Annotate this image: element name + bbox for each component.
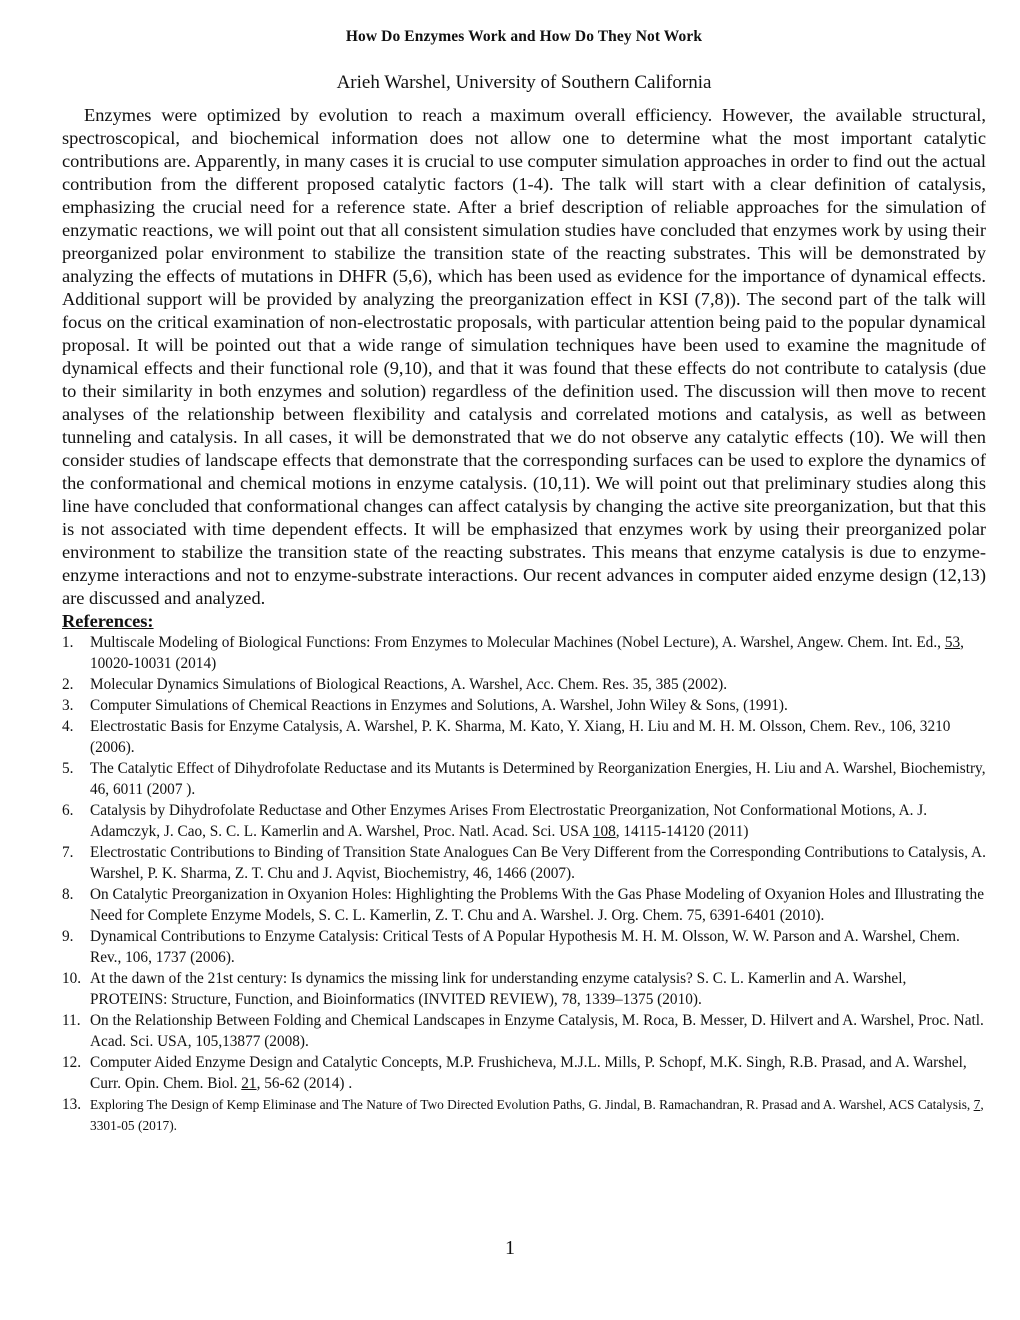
reference-text: Electrostatic Basis for Enzyme Catalysis, A. Warshel, P. K. Sharma, M. Kato, Y. Xiang, H. Liu and M. H. M. Olsson, Chem. Rev., 106, 3210 (2006). (90, 718, 951, 756)
reference-item (62, 884, 986, 926)
reference-text: Molecular Dynamics Simulations of Biological Reactions, A. Warshel, Acc. Chem. Res. 35, 385 (2002). (90, 676, 728, 693)
document-page (62, 20, 986, 1136)
reference-item (62, 1010, 986, 1052)
references-heading: References: (62, 611, 154, 631)
reference-number: 5. (62, 760, 74, 777)
reference-item (62, 758, 986, 800)
reference-text-end: , 10020-10031 (2014) (90, 634, 964, 672)
reference-number: 7. (62, 844, 74, 861)
reference-item (62, 632, 986, 674)
reference-volume: 21 (241, 1075, 257, 1092)
author-line: Arieh Warshel, University of Southern California (336, 72, 712, 93)
reference-number: 4. (62, 718, 74, 735)
reference-item (62, 674, 986, 695)
reference-text: On Catalytic Preorganization in Oxyanion Holes: Highlighting the Problems With the Gas Phase Modeling of Oxyanion Holes and Illustrating the Need for Complete Enzyme Models, S. C. L. Kamerlin, Z. T. Chu and A. Warshel. J. Org. Chem. 75, 6391-6401 (2010). (90, 886, 984, 924)
reference-text-end: , 14115-14120 (2011) (615, 823, 749, 840)
reference-item (62, 800, 986, 842)
reference-text: Computer Simulations of Chemical Reactions in Enzymes and Solutions, A. Warshel, John Wiley & Sons, (1991). (90, 697, 788, 714)
reference-item (62, 1052, 986, 1094)
reference-text: Multiscale Modeling of Biological Functions: From Enzymes to Molecular Machines (Nobel Lecture), A. Warshel, Angew. Chem. Int. Ed., (90, 634, 945, 651)
reference-text: Catalysis by Dihydrofolate Reductase and Other Enzymes Arises From Electrostatic Preorganization, Not Conformational Motions, A. J. Adamczyk, J. Cao, S. C. L. Kamerlin and A. Warshel, Proc. Natl. Acad. Sci. USA (90, 802, 928, 840)
reference-item (62, 1094, 986, 1136)
reference-text: Exploring The Design of Kemp Eliminase and The Nature of Two Directed Evolution Paths, G. Jindal, B. Ramachandran, R. Prasad and A. Warshel, ACS Catalysis, (90, 1097, 974, 1112)
page-number: 1 (505, 1237, 515, 1259)
abstract-paragraph: Enzymes were optimized by evolution to reach a maximum overall efficiency. However, the available structural, spectroscopical, and biochemical information does not allow one to determine what the most important catalytic contributions are. Apparently, in many cases it is crucial to use computer simulation approaches in order to find out the actual contribution from the different proposed catalytic factors (1-4). The talk will start with a clear definition of catalysis, emphasizing the crucial need for a reference state. After a brief description of reliable approaches for the simulation of enzymatic reactions, we will point out that all consistent simulation studies have concluded that enzymes work by using their preorganized polar environment to stabilize the transition state of the reacting substrates. This will be demonstrated by analyzing the effects of mutations in DHFR (5,6), which has been used as evidence for the importance of dynamical effects. Additional support will be provided by analyzing the preorganization effect in KSI (7,8)). The second part of the talk will focus on the critical examination of non-electrostatic proposals, with particular attention being paid to the popular dynamical proposal. It will be pointed out that a wide range of simulation techniques have been used to examine the magnitude of dynamical effects and their functional role (9,10), and that it was found that these effects do not contribute to catalysis (due to their similarity in both enzymes and solution) regardless of the definition used. The discussion will then move to recent analyses of the relationship between flexibility and catalysis and correlated motions and catalysis, as well as between tunneling and catalysis. In all cases, it will be demonstrated that we do not observe any catalytic effects (10). We will then consider studies of landscape effects that demonstrate that the corresponding surfaces can be used to explore the dynamics of the conformational and chemical motions in enzyme catalysis. (10,11). We will point out that preliminary studies along this line have concluded that conformational changes can affect catalysis by changing the active site preorganization, but that this is not associated with time dependent effects. It will be emphasized that enzymes work by using their preorganized polar environment to stabilize the transition state of the reacting substrates. This means that enzyme catalysis is due to enzyme-enzyme interactions and not to enzyme-substrate interactions. Our recent advances in computer aided enzyme design (12,13) are discussed and analyzed. (62, 105, 986, 608)
reference-volume: 108 (592, 823, 616, 840)
reference-text: Electrostatic Contributions to Binding of Transition State Analogues Can Be Very Different from the Corresponding Contributions to Catalysis, A. Warshel, P. K. Sharma, Z. T. Chu and J. Aqvist, Biochemistry, 46, 1466 (2007). (90, 844, 986, 882)
reference-number: 1. (62, 634, 74, 651)
reference-number: 10. (62, 970, 82, 987)
reference-text-end: , 3301-05 (2017). (90, 1097, 984, 1133)
reference-text: Dynamical Contributions to Enzyme Catalysis: Critical Tests of A Popular Hypothesis M. H. M. Olsson, W. W. Parson and A. Warshel, Chem. Rev., 106, 1737 (2006). (90, 928, 960, 966)
reference-item (62, 842, 986, 884)
reference-volume: 7 (973, 1097, 981, 1112)
reference-number: 9. (62, 928, 74, 945)
document-title: How Do Enzymes Work and How Do They Not Work (345, 28, 703, 45)
reference-number: 13. (62, 1096, 82, 1113)
reference-number: 6. (62, 802, 74, 819)
reference-number: 3. (62, 697, 74, 714)
reference-text: At the dawn of the 21st century: Is dynamics the missing link for understanding enzyme catalysis? S. C. L. Kamerlin and A. Warshel, PROTEINS: Structure, Function, and Bioinformatics (INVITED REVIEW), 78, 1339–1375 (2010). (90, 970, 907, 1008)
reference-number: 12. (62, 1054, 82, 1071)
reference-number: 2. (62, 676, 74, 693)
reference-volume: 53 (944, 634, 961, 651)
references-list (62, 632, 986, 1136)
reference-number: 8. (62, 886, 74, 903)
reference-item (62, 695, 986, 716)
reference-number: 11. (62, 1012, 81, 1029)
reference-text-end: , 56-62 (2014) . (256, 1075, 353, 1092)
reference-text: Computer Aided Enzyme Design and Catalytic Concepts, M.P. Frushicheva, M.J.L. Mills, P. Schopf, M.K. Singh, R.B. Prasad, and A. Warshel, Curr. Opin. Chem. Biol. (90, 1054, 967, 1092)
reference-item (62, 716, 986, 758)
reference-text: The Catalytic Effect of Dihydrofolate Reductase and its Mutants is Determined by Reorganization Energies, H. Liu and A. Warshel, Biochemistry, 46, 6011 (2007 ). (90, 760, 986, 798)
reference-item (62, 926, 986, 968)
reference-text: On the Relationship Between Folding and Chemical Landscapes in Enzyme Catalysis, M. Roca, B. Messer, D. Hilvert and A. Warshel, Proc. Natl. Acad. Sci. USA, 105,13877 (2008). (90, 1012, 984, 1050)
reference-item (62, 968, 986, 1010)
